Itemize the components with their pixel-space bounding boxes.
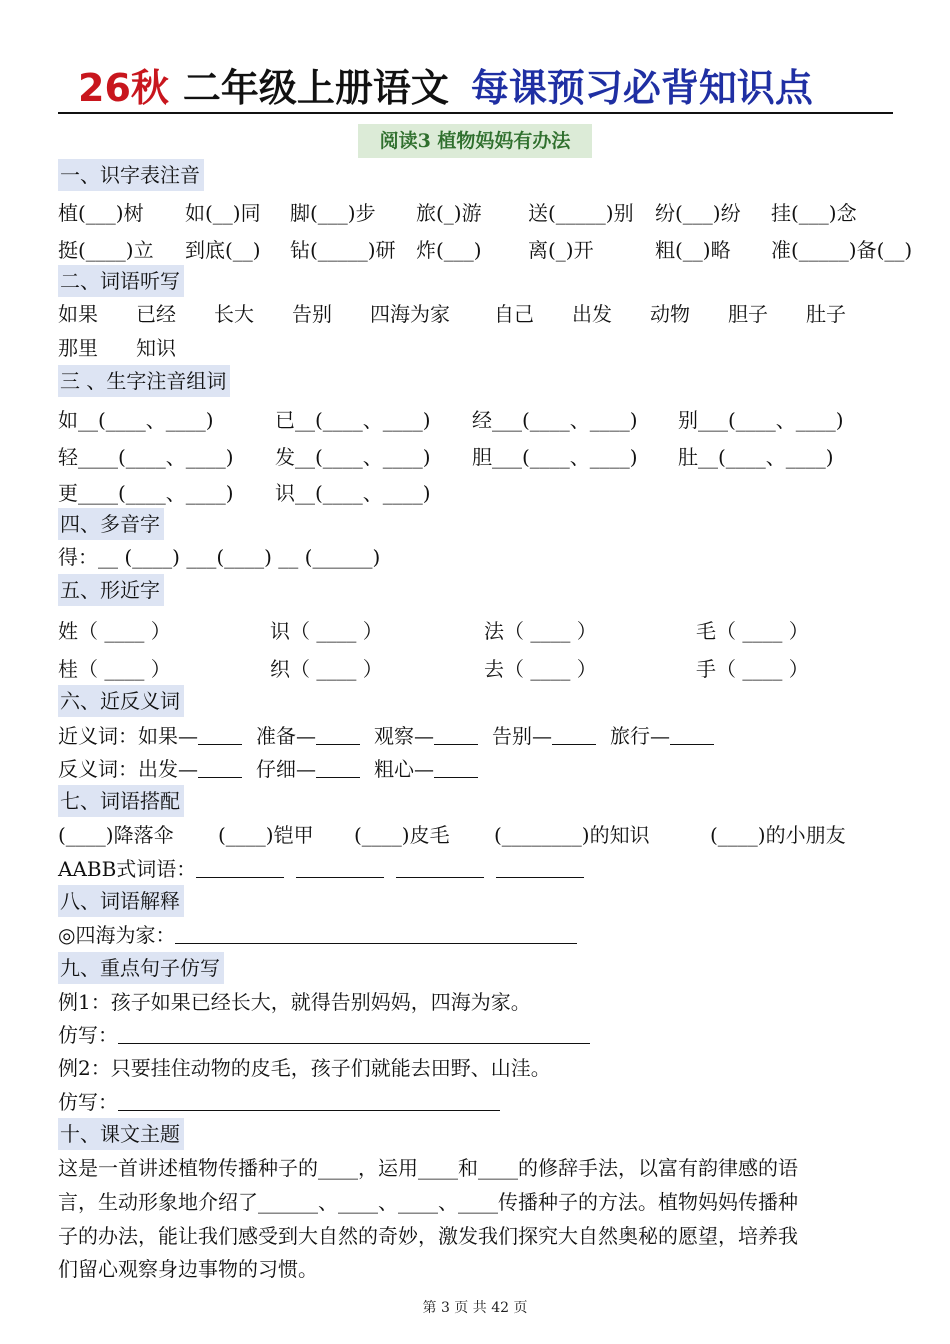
section-heading-5: 五、形近字 <box>58 574 164 606</box>
theme-paragraph-line: 言，生动形象地介绍了______、____、____、____传播种子的方法。植物妈妈传播种 <box>58 1190 798 1214</box>
s5-item: 姓（ ____ ） <box>58 619 171 643</box>
s1-item: 挺(____)立 <box>58 238 154 262</box>
s3-item: 如__(____、____) <box>58 408 214 432</box>
explain-line <box>58 919 577 951</box>
s1-item: 炸(___) <box>416 238 482 262</box>
section-heading-3: 三 、生字注音组词 <box>58 365 230 397</box>
synonym-item: 如果— <box>138 724 198 748</box>
antonym-item: 粗心— <box>374 757 434 781</box>
s3-item: 更____(____、____) <box>58 481 234 505</box>
answer-blank <box>175 921 577 944</box>
s3-item: 胆___(____、____) <box>472 445 638 469</box>
antonym-item: 出发— <box>138 757 198 781</box>
section-heading-9: 九、重点句子仿写 <box>58 952 224 984</box>
s3-item: 别___(____、____) <box>678 408 844 432</box>
s5-item: 织（ ____ ） <box>270 657 383 681</box>
answer-blank <box>118 1021 590 1044</box>
s5-row-1 <box>58 615 892 647</box>
s5-item: 法（ ____ ） <box>484 619 597 643</box>
lesson-subtitle: 阅读3 植物妈妈有办法 <box>358 124 592 158</box>
s1-item: 挂(___)念 <box>771 201 857 225</box>
imitation-line-1 <box>58 1019 590 1051</box>
aabb-line <box>58 853 584 885</box>
s5-item: 去（ ____ ） <box>484 657 597 681</box>
answer-blank <box>316 722 360 745</box>
synonym-item: 观察— <box>374 724 434 748</box>
answer-blank <box>434 755 478 778</box>
s3-item: 已__(____、____) <box>275 408 431 432</box>
explain-term: ◎四海为家： <box>58 923 176 947</box>
section-heading-10: 十、课文主题 <box>58 1118 184 1150</box>
title-black: 二年级上册语文 <box>182 66 449 110</box>
s3-row-1 <box>58 404 892 436</box>
s2-word: 知识 <box>136 336 176 360</box>
collocation-item: (____)皮毛 <box>354 823 450 847</box>
aabb-label: AABB式词语： <box>58 857 197 881</box>
s2-word: 告别 <box>292 302 332 326</box>
answer-blank <box>552 722 596 745</box>
s3-item: 肚__(____、____) <box>678 445 834 469</box>
s1-item: 粗(__)略 <box>655 238 731 262</box>
polyphone-line: 得：__ (____) ___(____) __ (______) <box>58 545 381 569</box>
title-red: 26秋 <box>78 66 169 110</box>
theme-paragraph-line: 这是一首讲述植物传播种子的____，运用____和____的修辞手法，以富有韵律感的语 <box>58 1156 798 1180</box>
answer-blank <box>434 722 478 745</box>
answer-blank <box>670 722 714 745</box>
section-heading-1: 一、识字表注音 <box>58 159 204 191</box>
antonym-label: 反义词： <box>58 757 138 781</box>
s1-row-1 <box>58 197 892 229</box>
section-heading-6: 六、近反义词 <box>58 685 184 717</box>
s1-item: 如(__)同 <box>185 201 261 225</box>
s1-item: 纷(___)纷 <box>655 201 741 225</box>
section-heading-8: 八、词语解释 <box>58 885 184 917</box>
s3-item: 轻____(____、____) <box>58 445 234 469</box>
s1-item: 钻(_____)研 <box>290 238 396 262</box>
s2-word: 那里 <box>58 336 98 360</box>
section-heading-4: 四、多音字 <box>58 508 164 540</box>
s3-item: 发__(____、____) <box>275 445 431 469</box>
antonym-item: 仔细— <box>256 757 316 781</box>
page-title <box>58 66 893 114</box>
collocation-item: (____)铠甲 <box>218 823 314 847</box>
synonym-item: 准备— <box>256 724 316 748</box>
section-heading-7: 七、词语搭配 <box>58 785 184 817</box>
s1-item: 脚(___)步 <box>290 201 376 225</box>
s5-item: 毛（ ____ ） <box>696 619 809 643</box>
s2-word: 肚子 <box>806 302 846 326</box>
title-blue: 每课预习必背知识点 <box>470 66 813 110</box>
s1-item: 旅(_)游 <box>416 201 482 225</box>
s1-item: 离(_)开 <box>528 238 594 262</box>
s5-item: 手（ ____ ） <box>696 657 809 681</box>
theme-paragraph-line: 们留心观察身边事物的习惯。 <box>58 1257 318 1281</box>
s1-item: 送(_____)别 <box>528 201 634 225</box>
s2-row-1 <box>58 298 892 330</box>
s3-row-2 <box>58 441 892 473</box>
theme-paragraph-line: 子的办法，能让我们感受到大自然的奇妙，激发我们探究大自然奥秘的愿望，培养我 <box>58 1224 798 1248</box>
s2-word: 胆子 <box>728 302 768 326</box>
answer-blank <box>198 722 242 745</box>
s2-word: 四海为家 <box>370 302 450 326</box>
example-sentence-1: 例1：孩子如果已经长大，就得告别妈妈，四海为家。 <box>58 990 531 1014</box>
imitation-label: 仿写： <box>58 1023 118 1047</box>
imitation-label: 仿写： <box>58 1090 118 1114</box>
answer-blank <box>296 855 384 878</box>
collocation-item: (________)的知识 <box>494 823 650 847</box>
answer-blank <box>118 1088 500 1111</box>
synonym-item: 旅行— <box>610 724 670 748</box>
imitation-line-2 <box>58 1086 500 1118</box>
s2-word: 长大 <box>214 302 254 326</box>
s1-item: 准(_____)备(__) <box>771 238 913 262</box>
collocation-row <box>58 819 892 851</box>
answer-blank <box>198 755 242 778</box>
answer-blank <box>196 855 284 878</box>
s1-item: 植(___)树 <box>58 201 144 225</box>
s5-row-2 <box>58 653 892 685</box>
page-number: 第 3 页 共 42 页 <box>422 1300 528 1316</box>
synonym-item: 告别— <box>492 724 552 748</box>
answer-blank <box>316 755 360 778</box>
s2-word: 自己 <box>494 302 534 326</box>
s2-word: 出发 <box>572 302 612 326</box>
s1-item: 到底(__) <box>185 238 261 262</box>
synonym-label: 近义词： <box>58 724 138 748</box>
s3-item: 识__(____、____) <box>275 481 431 505</box>
s3-item: 经___(____、____) <box>472 408 638 432</box>
s2-word: 动物 <box>650 302 690 326</box>
s2-row-2 <box>58 332 892 364</box>
s1-row-2 <box>58 234 913 266</box>
antonym-line <box>58 753 478 785</box>
collocation-item: (____)的小朋友 <box>710 823 846 847</box>
section-heading-2: 二、词语听写 <box>58 265 184 297</box>
s5-item: 桂（ ____ ） <box>58 657 171 681</box>
example-sentence-2: 例2：只要挂住动物的皮毛，孩子们就能去田野、山洼。 <box>58 1056 551 1080</box>
s2-word: 如果 <box>58 302 98 326</box>
collocation-item: (____)降落伞 <box>58 823 174 847</box>
s3-row-3 <box>58 477 892 509</box>
answer-blank <box>496 855 584 878</box>
answer-blank <box>396 855 484 878</box>
s2-word: 已经 <box>136 302 176 326</box>
synonym-line <box>58 720 714 752</box>
s5-item: 识（ ____ ） <box>270 619 383 643</box>
